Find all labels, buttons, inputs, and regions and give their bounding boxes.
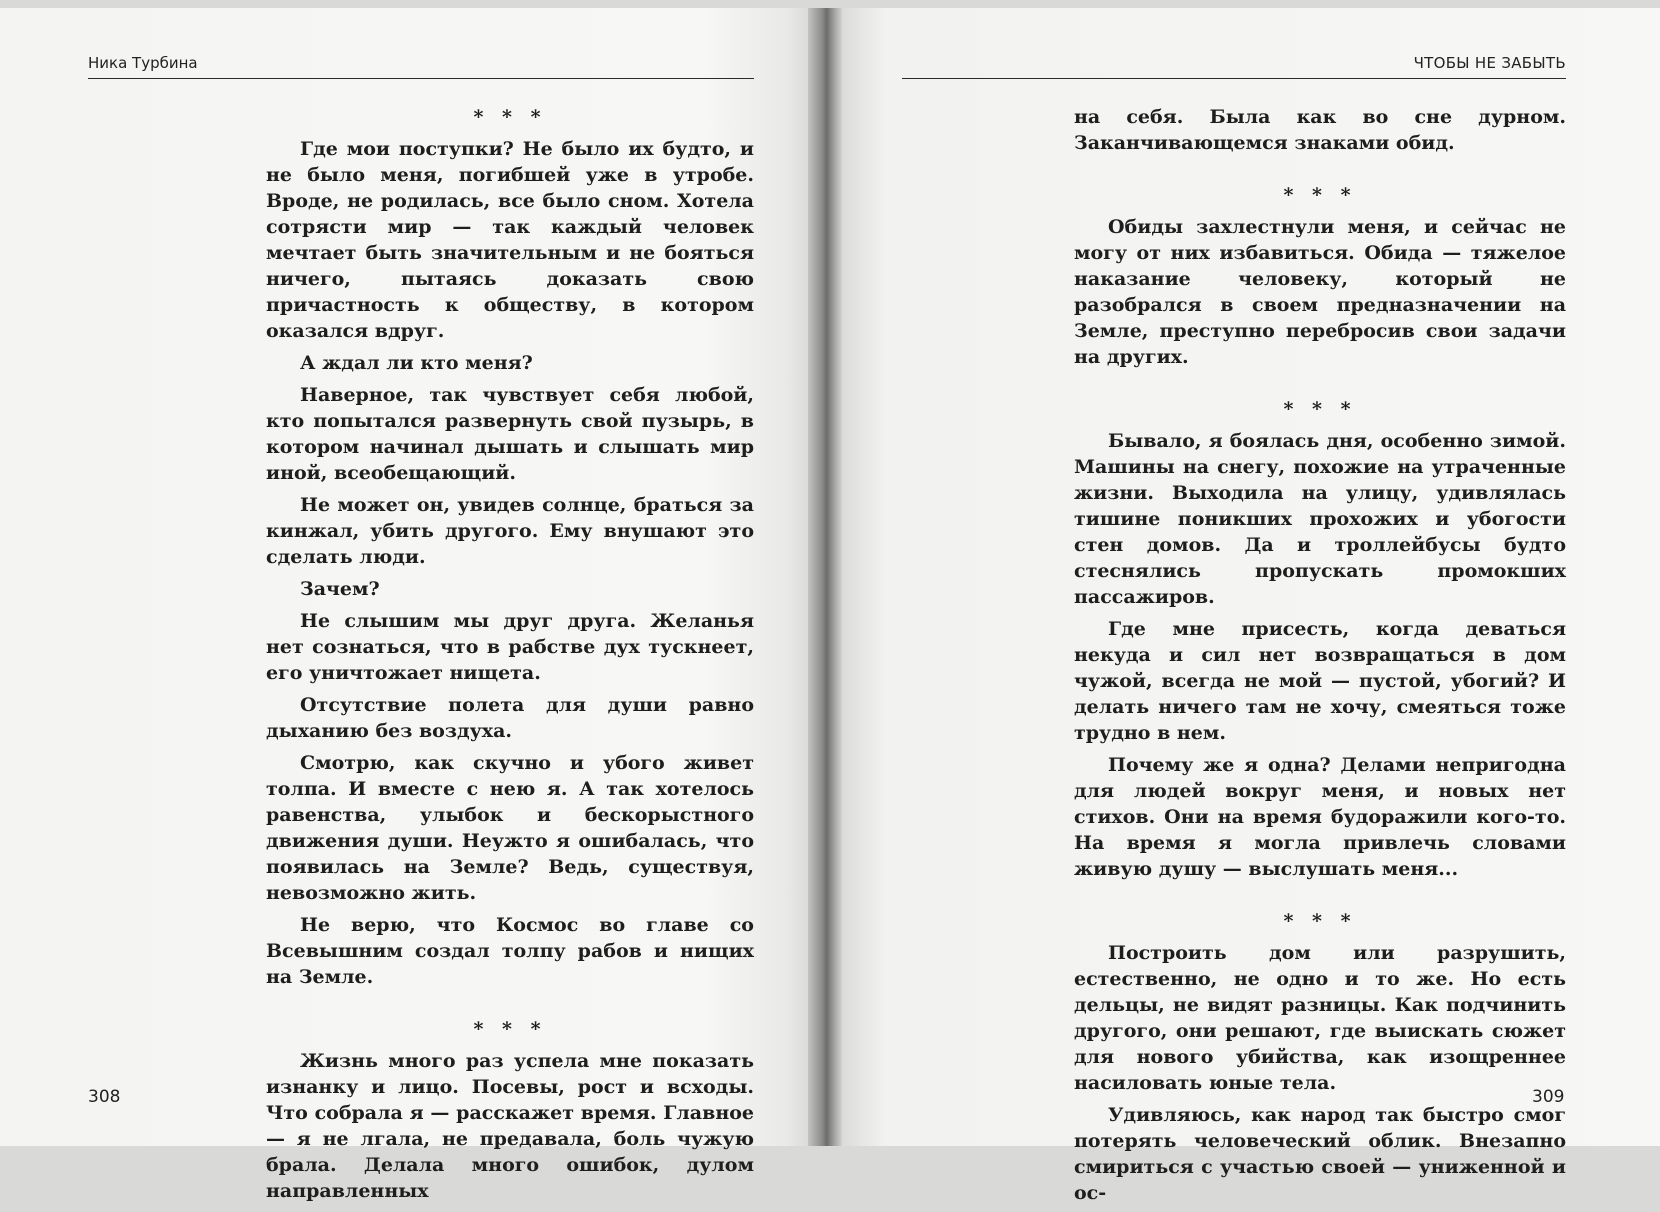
paragraph: Жизнь много раз успела мне показать изнанку и лицо. Посевы, рост и всходы. Что собрала я — расскажет время. Главное — я не лгала, не предавала, боль чужую брала. Делала много ошибок, дулом направленных <box>266 1050 754 1202</box>
paragraph: Обиды захлестнули меня, и сейчас не могу от них избавиться. Обида — тяжелое наказание человеку, который не разобрался в своем предназначении на Земле, преступно перебросив свои задачи на других. <box>1074 216 1566 368</box>
section-gap <box>1074 888 1566 908</box>
right-page-text <box>1074 104 1566 1212</box>
book-gutter <box>808 8 842 1146</box>
paragraph: Отсутствие полета для души равно дыханию без воздуха. <box>266 694 754 742</box>
left-running-head: Ника Турбина <box>88 54 754 79</box>
section-gap <box>266 996 754 1016</box>
left-page <box>0 8 828 1202</box>
paragraph: Где мои поступки? Не было их будто, и не было меня, погибшей уже в утробе. Вроде, не родилась, все было сном. Хотела сотрясти мир — так каждый человек мечтает быть значительным и не бояться ничего, пытаясь доказать свою причастность к обществу, в котором оказался вдруг. <box>266 138 754 342</box>
paragraph: на себя. Была как во сне дурном. Заканчивающемся знаками обид. <box>1074 106 1566 154</box>
paragraph: Не может он, увидев солнце, браться за кинжал, убить другого. Ему внушают это сделать люди. <box>266 494 754 568</box>
section-gap <box>1074 162 1566 182</box>
paragraph: Построить дом или разрушить, естественно, не одно и то же. Но есть дельцы, не видят разницы. Как подчинить другого, они решают, где выискать сюжет для нового убийства, как изощреннее насиловать юные тела. <box>1074 942 1566 1094</box>
right-running-head: ЧТОБЫ НЕ ЗАБЫТЬ <box>902 54 1566 79</box>
paragraph: Бывало, я боялась дня, особенно зимой. Машины на снегу, похожие на утраченные жизни. Выходила на улицу, удивлялась тишине поникших прохожих и убогости стен домов. Да и троллейбусы будто стеснялись пропускать промокших пассажиров. <box>1074 430 1566 608</box>
paragraph: Почему же я одна? Делами непригодна для людей вокруг меня, и новых нет стихов. Они на время будоражили кого-то. На время я могла привлечь словами живую душу — выслушать меня... <box>1074 754 1566 880</box>
right-page-number: 309 <box>1532 1087 1565 1107</box>
paragraph: Удивляюсь, как народ так быстро смог потерять человеческий облик. Внезапно смириться с участью своей — униженной и ос- <box>1074 1104 1566 1204</box>
section-divider: * * * <box>473 1018 547 1040</box>
paragraph: А ждал ли кто меня? <box>300 352 533 374</box>
left-page-number: 308 <box>88 1087 121 1107</box>
paragraph: Наверное, так чувствует себя любой, кто попытался развернуть свой пузырь, в котором начинал дышать и слышать мир иной, всеобещающий. <box>266 384 754 484</box>
paragraph: Зачем? <box>300 578 380 600</box>
paragraph: Не верю, что Космос во главе со Всевышним создал толпу рабов и нищих на Земле. <box>266 914 754 988</box>
paragraph: Смотрю, как скучно и убого живет толпа. И вместе с нею я. А так хотелось равенства, улыбок и бескорыстного движения души. Неужто я ошибалась, что появилась на Земле? Ведь, существуя, невозможно жить. <box>266 752 754 904</box>
paragraph: Не слышим мы друг друга. Желанья нет сознаться, что в рабстве дух тускнеет, его уничтожает нищета. <box>266 610 754 684</box>
section-divider: * * * <box>473 106 547 128</box>
section-gap <box>1074 376 1566 396</box>
section-divider: * * * <box>1283 910 1357 932</box>
section-divider: * * * <box>1283 398 1357 420</box>
right-page <box>818 8 1660 1204</box>
left-page-text <box>266 104 754 1210</box>
paragraph: Где мне присесть, когда деваться некуда и сил нет возвращаться в дом чужой, всегда не мой — пустой, убогий? И делать ничего там не хочу, смеяться тоже трудно в нем. <box>1074 618 1566 744</box>
section-divider: * * * <box>1283 184 1357 206</box>
